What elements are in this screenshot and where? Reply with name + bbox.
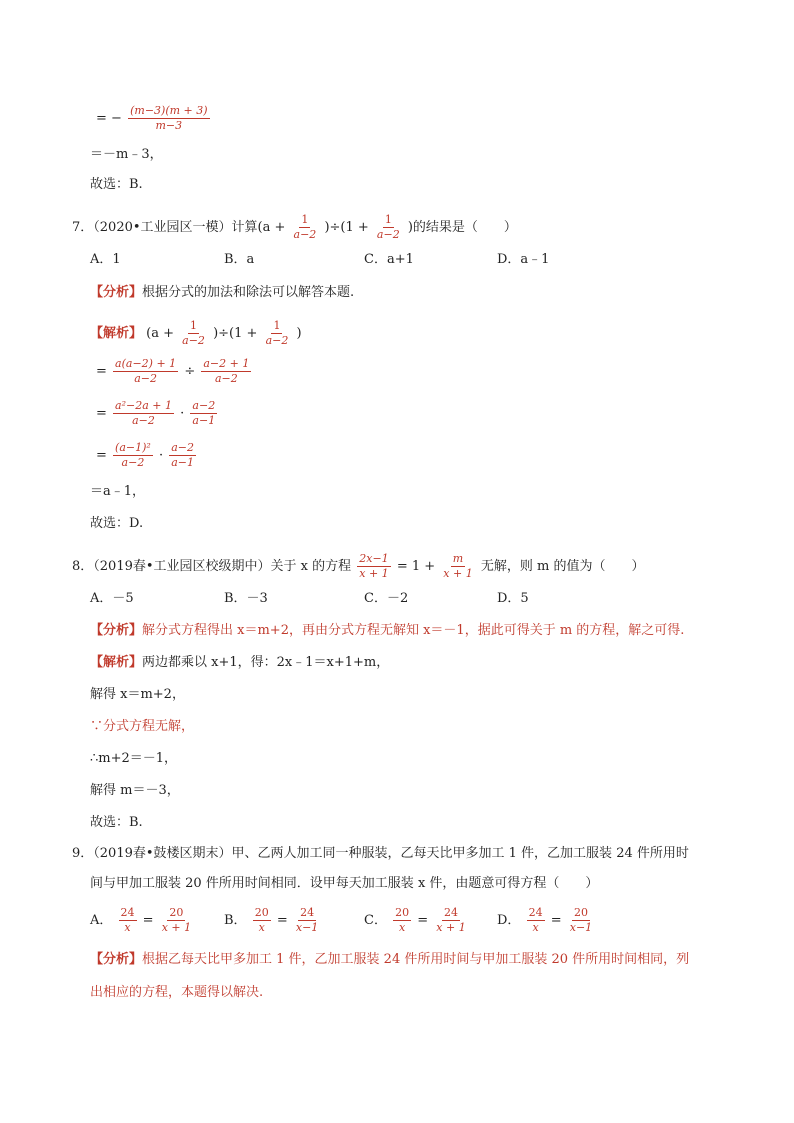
fraction [292,213,319,242]
equals: = [96,364,107,379]
fraction [434,906,467,935]
denominator: x + 1 [443,567,473,580]
analysis-tag: 【分析】 [90,285,143,300]
denominator: x [398,921,406,934]
denominator: a−2 [293,228,317,241]
numerator: (m−3)(m + 3) [130,104,208,117]
q7-option-a: A．1 [90,252,121,267]
denominator: a−2 [376,228,400,241]
expr-part: )÷(1 + [213,326,258,341]
fraction [169,441,196,470]
q9-option-d [497,906,596,935]
fraction [264,319,291,348]
denominator: a−2 [132,414,155,427]
analysis-text: 解分式方程得出 x＝m+2，再由分式方程无解知 x＝－1，据此可得关于 m 的方程，解之可得. [142,623,685,638]
numerator: 1 [190,319,198,332]
denominator: x [124,921,131,934]
equals: = [142,913,154,928]
q8-suffix: 无解，则 m 的值为（ ） [480,559,645,574]
q8-prefix: 8．（2019春•工业园区校级期中）关于 x 的方程 [72,559,352,574]
q8-stem [72,552,644,581]
q8-step5: 解得 m＝－3， [90,783,180,798]
q7-prefix: 7．（2020•工业园区一模）计算(a + [72,220,286,235]
analysis-text: 根据分式的加法和除法可以解答本题. [142,285,355,300]
numerator: 24 [300,906,315,919]
q8-step3: ∵分式方程无解， [90,719,195,734]
denominator: x + 1 [359,567,389,580]
q7-solution-line1 [90,319,302,348]
fraction [160,906,193,935]
q9-option-a [90,906,195,935]
solution-tag: 【解析】 [90,326,143,341]
option-label: D． [497,913,521,928]
q7-solution-line4 [96,441,198,470]
denominator: x [532,921,539,934]
denominator: x + 1 [436,921,466,934]
numerator: 20 [573,906,588,919]
fraction [375,213,402,242]
option-label: B． [224,913,247,928]
fraction [294,906,320,935]
equals: = [276,913,288,928]
numerator: 24 [120,906,135,919]
denominator: a−2 [182,334,205,347]
fraction [113,357,178,386]
q8-option-b: B．－3 [224,591,268,606]
denominator: m−3 [155,119,183,132]
fraction [201,357,251,386]
numerator: 20 [254,906,269,919]
q8-option-a: A．－5 [90,591,134,606]
denominator: a−2 [214,372,238,385]
q7-stem [72,213,517,242]
numerator: a−2 + 1 [203,357,250,370]
q7-suffix: )的结果是（ ） [407,220,517,235]
q9-stem-line1: 9．（2019春•鼓楼区期末）甲、乙两人加工同一种服装，乙每天比甲多加工 1 件，乙加工服装 24 件所用时 [72,846,689,861]
fraction [568,906,594,935]
numerator: 24 [443,906,458,919]
q8-choose: 故选：B. [90,815,143,830]
q8-solution [90,653,389,673]
q7-result: ＝a﹣1， [90,484,146,499]
divide: ÷ [184,364,196,379]
minus-sign: − [111,111,122,126]
denominator: x−1 [569,921,593,934]
fraction [441,552,474,581]
fraction [357,552,390,581]
numerator: 1 [301,213,309,226]
numerator: a−2 [171,441,195,454]
numerator: (a−1)² [115,441,151,454]
q9-option-c [364,906,470,935]
numerator: a−2 [192,399,216,412]
multiply-dot: · [158,448,164,463]
numerator: 1 [384,213,392,226]
fraction [180,319,207,348]
denominator: a−1 [171,456,195,469]
fraction [527,906,545,935]
analysis-text: 根据乙每天比甲多加工 1 件，乙加工服装 24 件所用时间与甲加工服装 20 件所用时间相同，列 [142,952,690,967]
q8-option-c: C．－2 [364,591,409,606]
fraction [119,906,137,935]
fraction [113,441,153,470]
denominator: a−2 [134,372,157,385]
denominator: a−2 [265,334,289,347]
q8-step2: 解得 x＝m+2， [90,687,185,702]
expr-part: ) [296,326,302,341]
q7-option-c: C．a+1 [364,252,414,267]
q8-option-d: D．5 [497,591,529,606]
equals: = [417,913,429,928]
denominator: x + 1 [161,921,192,934]
solution-tag: 【解析】 [90,655,143,670]
q7-choose: 故选：D. [90,516,144,531]
q7-mid: )÷(1 + [324,220,369,235]
prev-step2: ＝－m﹣3， [90,147,163,162]
q9-analysis-line1 [90,950,689,970]
equals: = [96,406,107,421]
option-label: C． [364,913,387,928]
numerator: 2x−1 [359,552,389,565]
equals: = [96,448,107,463]
equals: = [96,111,107,126]
fraction [128,104,209,133]
q7-solution-line2 [96,357,253,386]
numerator: 20 [395,906,410,919]
numerator: m [452,552,464,565]
q7-solution-line3 [96,399,219,428]
option-label: A． [90,913,113,928]
analysis-tag: 【分析】 [90,952,143,967]
analysis-tag: 【分析】 [90,623,143,638]
q8-step4: ∴m+2＝－1， [90,751,178,766]
numerator: a²−2a + 1 [115,399,172,412]
q8-mid: = 1 + [396,559,436,574]
prev-step1 [96,104,212,133]
fraction [190,399,217,428]
q9-stem-line2: 间与甲加工服装 20 件所用时间相同．设甲每天加工服装 x 件，由题意可得方程（ ） [90,876,599,891]
q9-analysis-line2: 出相应的方程，本题得以解决. [90,985,264,1000]
q9-option-b [224,906,322,935]
numerator: 20 [169,906,184,919]
numerator: a(a−2) + 1 [115,357,177,370]
q7-option-d: D．a﹣1 [497,252,550,267]
equals: = [550,913,562,928]
solution-text: 两边都乘以 x+1，得：2x﹣1＝x+1+m， [142,655,390,670]
denominator: x−1 [295,921,319,934]
fraction [393,906,411,935]
denominator: x [258,921,265,934]
q7-option-b: B．a [224,252,255,267]
fraction [113,399,174,428]
denominator: a−1 [192,414,216,427]
q7-analysis [90,283,354,303]
numerator: 1 [273,319,281,332]
denominator: a−2 [121,456,145,469]
expr-part: (a + [146,326,175,341]
numerator: 24 [528,906,543,919]
q8-analysis [90,621,684,641]
fraction [253,906,271,935]
prev-choose: 故选：B. [90,177,143,192]
multiply-dot: · [180,406,185,421]
